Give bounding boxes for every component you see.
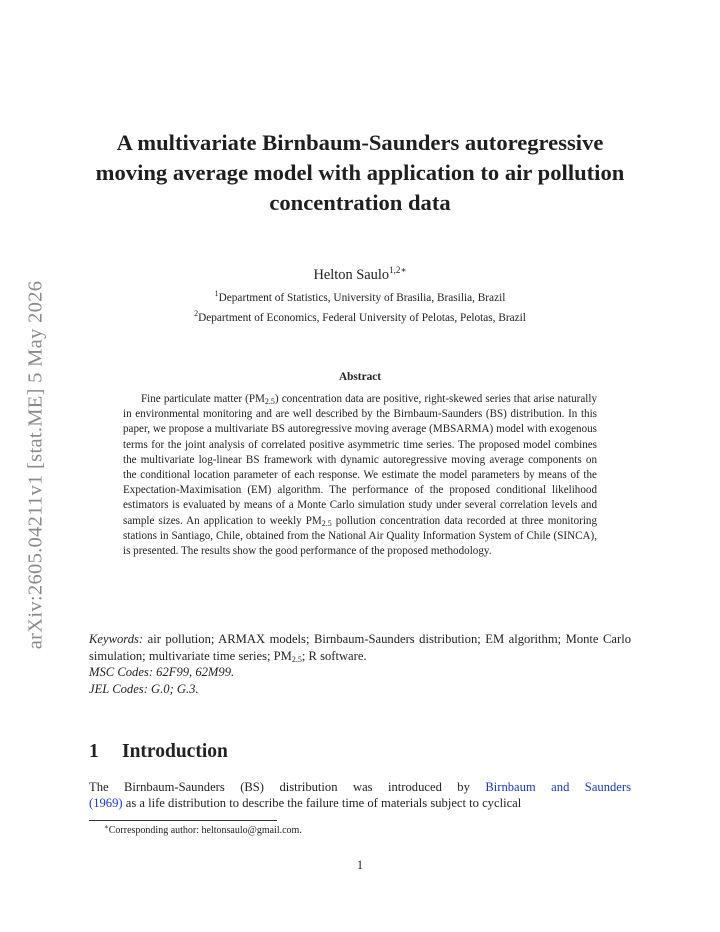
footnote-rule — [89, 820, 277, 821]
abstract-body: Fine particulate matter $(PM_{2.5})$ concentration data are positive, right-skewed series that arise naturally in environmental monitoring and are well described by the Birnbaum-Saunders (BS) distribution. In this paper, we propose a multivariate BS autoregressive moving average (MBSARMA) model with exogenous terms for the joint analysis of correlated positive asymmetric time series. The proposed model combines the multivariate log-linear BS framework with dynamic autoregressive moving average components on the conditional location parameter of each response. We estimate the model parameters by means of the Expectation-Maximisation (EM) algorithm. The performance of the proposed conditional likelihood estimators is evaluated by means of a Monte Carlo simulation study under several correlation levels and sample sizes. An application to weekly $PM_{2.5}$ pollution concentration data recorded at three monitoring stations in Santiago, Chile, obtained from the National Air Quality Information System of Chile (SINCA), is presented. The results show the good performance of the proposed methodology. — [123, 393, 597, 558]
footnote — [104, 823, 302, 836]
author-line — [0, 265, 720, 284]
affiliation-text: Department of Economics, Federal University of Pelotas, Pelotas, Brazil — [198, 312, 526, 324]
affiliation-2 — [0, 309, 720, 324]
jel-codes: JEL Codes: G.0; G.3. — [89, 681, 199, 696]
section-heading-introduction — [89, 741, 228, 763]
author-name: Helton Saulo — [313, 267, 390, 283]
page-number: 1 — [356, 858, 364, 872]
abstract-heading: Abstract — [338, 371, 382, 383]
citation-link[interactable]: Birnbaum and Saunders — [485, 780, 631, 794]
keywords-line: Keywords: air pollution; ARMAX models; Birnbaum-Saunders distribution; EM algorithm; Monte Carlo simulation; multivariate time series; $PM_{2.5}$; R software. — [89, 632, 631, 664]
footnote-mark: ∗ — [104, 823, 109, 831]
author-affiliation-marks: 1,2∗ — [389, 265, 407, 275]
affiliation-text: Department of Statistics, University of Brasilia, Brasilia, Brazil — [218, 292, 506, 304]
section-number: 1 — [89, 741, 99, 762]
citation-year-link[interactable]: (1969) — [89, 796, 123, 811]
keywords-block — [89, 631, 631, 697]
introduction-paragraph: The Birnbaum-Saunders (BS) distribution was introduced by Birnbaum and Saunders (1969) as a life distribution to describe the failure time of materials subject to cyclical — [89, 780, 631, 811]
keywords-label: Keywords: — [89, 632, 144, 646]
section-title: Introduction — [122, 741, 228, 762]
msc-codes: MSC Codes: 62F99, 62M99. — [89, 665, 235, 680]
affiliation-mark: 2 — [194, 309, 199, 318]
affiliation-1 — [0, 289, 720, 304]
affiliation-mark: 1 — [214, 289, 219, 298]
arxiv-identifier-stamp: arXiv:2605.04211v1 [stat.ME] 5 May 2026 — [24, 280, 47, 650]
footnote-text: Corresponding author: heltonsaulo@gmail.com. — [108, 825, 302, 836]
paper-title: A multivariate Birnbaum-Saunders autoregressive moving average model with application to air pollution concentration data — [95, 130, 625, 215]
